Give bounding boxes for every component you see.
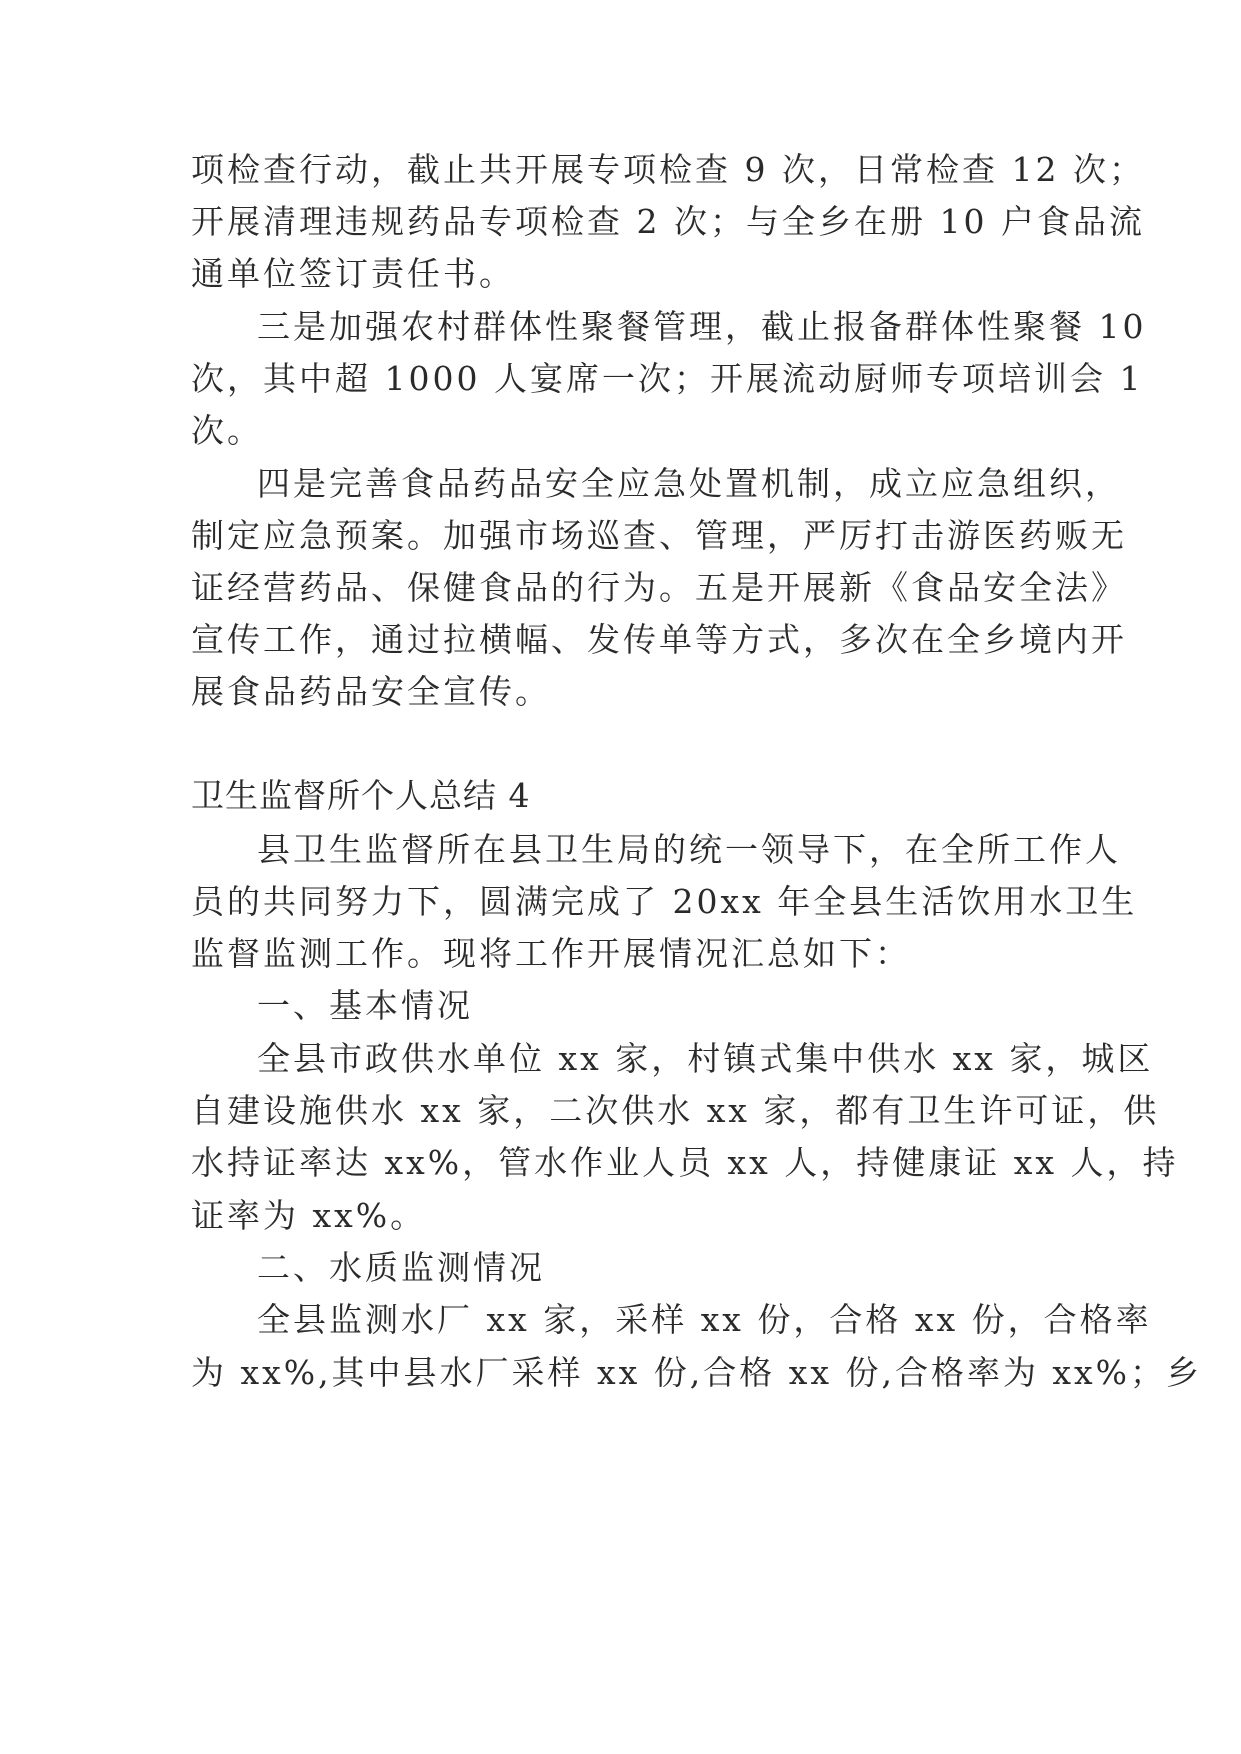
body-text-line: 次，其中超 1000 人宴席一次；开展流动厨师专项培训会 1	[191, 359, 1144, 398]
body-text-line: 次。	[191, 411, 263, 450]
body-text-line: 水持证率达 xx%，管水作业人员 xx 人，持健康证 xx 人，持	[191, 1143, 1179, 1182]
paragraph-start-line: 全县市政供水单位 xx 家，村镇式集中供水 xx 家，城区	[257, 1039, 1154, 1078]
paragraph-start-line: 全县监测水厂 xx 家，采样 xx 份，合格 xx 份，合格率	[257, 1300, 1152, 1339]
body-text-line: 项检查行动，截止共开展专项检查 9 次，日常检查 12 次；	[191, 150, 1145, 189]
subheading-water-quality: 二、水质监测情况	[257, 1248, 545, 1287]
section-heading: 卫生监督所个人总结 4	[191, 776, 531, 815]
body-text-line: 证率为 xx%。	[191, 1196, 427, 1235]
body-text-line: 员的共同努力下，圆满完成了 20xx 年全县生活饮用水卫生	[191, 882, 1138, 921]
paragraph-start-line: 四是完善食品药品安全应急处置机制，成立应急组织，	[257, 464, 1121, 503]
body-text-line: 监督监测工作。现将工作开展情况汇总如下：	[191, 934, 911, 973]
body-text-line: 证经营药品、保健食品的行为。五是开展新《食品安全法》	[191, 568, 1127, 607]
paragraph-start-line: 三是加强农村群体性聚餐管理，截止报备群体性聚餐 10	[257, 307, 1147, 346]
paragraph-start-line: 县卫生监督所在县卫生局的统一领导下，在全所工作人	[257, 830, 1121, 869]
body-text-line: 展食品药品安全宣传。	[191, 672, 551, 711]
subheading-basic: 一、基本情况	[257, 986, 473, 1025]
body-text-line: 开展清理违规药品专项检查 2 次；与全乡在册 10 户食品流	[191, 202, 1145, 241]
body-text-line: 通单位签订责任书。	[191, 254, 515, 293]
body-text-line: 为 xx%,其中县水厂采样 xx 份,合格 xx 份,合格率为 xx%；乡	[191, 1353, 1203, 1392]
body-text-line: 宣传工作，通过拉横幅、发传单等方式，多次在全乡境内开	[191, 620, 1127, 659]
body-text-line: 自建设施供水 xx 家，二次供水 xx 家，都有卫生许可证，供	[191, 1091, 1160, 1130]
body-text-line: 制定应急预案。加强市场巡查、管理，严厉打击游医药贩无	[191, 516, 1127, 555]
